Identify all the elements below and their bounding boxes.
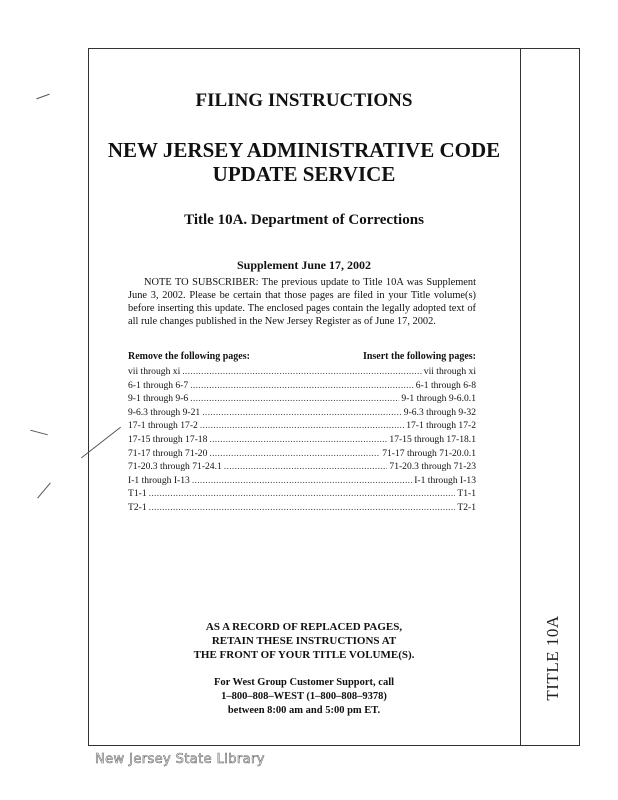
insert-header: Insert the following pages: <box>362 351 476 362</box>
insert-range: 71-17 through 71-20.0.1 <box>382 447 476 459</box>
library-stamp: New Jersey State Library <box>95 752 265 767</box>
code-title-line1: NEW JERSEY ADMINISTRATIVE CODE <box>107 138 501 162</box>
insert-range: T1-1 <box>457 488 476 500</box>
remove-range: 17-1 through 17-2 <box>128 420 198 432</box>
remove-range: 9-6.3 through 9-21 <box>128 406 201 418</box>
remove-range: 6-1 through 6-7 <box>128 379 189 391</box>
insert-range: 6-1 through 6-8 <box>415 379 476 391</box>
record-notice <box>88 620 520 662</box>
support-phone: 1–800–808–WEST (1–800–808–9378) <box>221 691 387 702</box>
table-row <box>128 488 476 502</box>
insert-range: vii through xi <box>423 366 476 377</box>
title-heading: Title 10A. Department of Corrections <box>184 212 424 228</box>
table-row <box>128 475 476 489</box>
table-row <box>128 434 476 448</box>
insert-range: T2-1 <box>457 501 476 513</box>
remove-range: 17-15 through 17-18 <box>128 433 208 445</box>
scan-mark <box>30 430 48 436</box>
insert-range: 71-20.3 through 71-23 <box>389 461 476 473</box>
remove-header: Remove the following pages: <box>128 351 250 362</box>
table-row <box>128 502 476 516</box>
table-row <box>128 380 476 394</box>
remove-range: vii through xi <box>128 366 181 377</box>
table-row <box>128 448 476 462</box>
leader-dots <box>209 448 380 459</box>
note-to-subscriber: NOTE TO SUBSCRIBER: The previous update to Title 10A was Supplement June 3, 2002. Please be certain that those pages are filed in your Title volume(s) before inserting this update. The enclosed pages contain the legally adopted text of all rule changes published in the New Jersey Register as of June 17, 2002. <box>128 277 476 327</box>
remove-range: 71-20.3 through 71-24.1 <box>128 461 222 473</box>
leader-dots <box>200 420 404 431</box>
table-row <box>128 461 476 475</box>
remove-range: 71-17 through 71-20 <box>128 447 208 459</box>
leader-dots <box>209 434 387 445</box>
record-notice-line3: THE FRONT OF YOUR TITLE VOLUME(S). <box>193 649 415 661</box>
record-notice-line1: AS A RECORD OF REPLACED PAGES, <box>205 621 403 633</box>
leader-dots <box>224 461 388 472</box>
leader-dots <box>192 475 412 486</box>
remove-range: T1-1 <box>128 488 147 500</box>
filing-instructions-heading: FILING INSTRUCTIONS <box>195 90 413 111</box>
page-table <box>128 366 476 516</box>
customer-support <box>88 676 520 718</box>
insert-range: 17-15 through 17-18.1 <box>389 433 476 445</box>
code-title <box>88 138 520 186</box>
remove-range: I-1 through I-13 <box>128 474 190 486</box>
leader-dots <box>202 407 402 418</box>
table-row <box>128 393 476 407</box>
insert-range: 17-1 through 17-2 <box>406 420 476 432</box>
title-tab-label: TITLE 10A <box>543 615 562 701</box>
insert-range: I-1 through I-13 <box>414 474 476 486</box>
leader-dots <box>149 502 456 513</box>
support-hours: between 8:00 am and 5:00 pm ET. <box>227 705 381 716</box>
supplement-date: Supplement June 17, 2002 <box>236 258 372 272</box>
leader-dots <box>190 380 414 391</box>
table-row <box>128 366 476 380</box>
insert-range: 9-1 through 9-6.0.1 <box>401 393 476 405</box>
scan-mark <box>37 483 51 499</box>
insert-range: 9-6.3 through 9-32 <box>403 406 476 418</box>
code-title-line2: UPDATE SERVICE <box>212 162 396 186</box>
support-line1: For West Group Customer Support, call <box>213 677 395 688</box>
scan-mark <box>36 94 49 100</box>
tab-divider <box>520 48 521 746</box>
table-row <box>128 407 476 421</box>
remove-range: T2-1 <box>128 501 147 513</box>
record-notice-line2: RETAIN THESE INSTRUCTIONS AT <box>211 635 397 647</box>
table-header <box>128 351 476 362</box>
remove-range: 9-1 through 9-6 <box>128 393 189 405</box>
table-row <box>128 420 476 434</box>
leader-dots <box>149 488 456 499</box>
leader-dots <box>182 366 422 377</box>
leader-dots <box>190 393 399 404</box>
